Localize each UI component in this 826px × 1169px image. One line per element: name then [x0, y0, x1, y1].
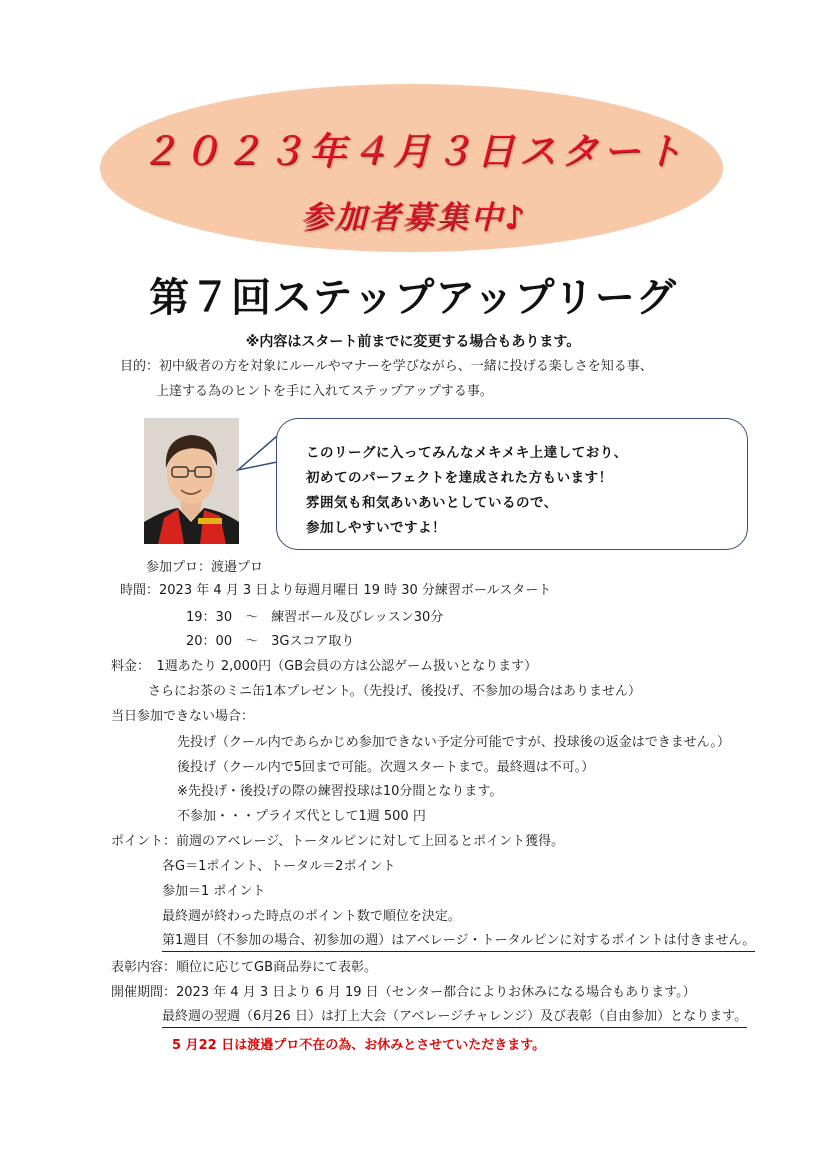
- bubble-line-1: このリーグに入ってみんなメキメキ上達しており、: [306, 445, 628, 461]
- fee-line-1: 料金： 1週あたり 2,000円（GB会員の方は公認ゲーム扱いとなります）: [111, 659, 538, 674]
- schedule-slot-2: 20：00 ～ 3Gスコア取り: [186, 634, 355, 649]
- schedule-slot-1: 19：30 ～ 練習ボール及びレッスン30分: [186, 610, 444, 625]
- pro-portrait-icon: [144, 418, 239, 544]
- points-heading: ポイント：前週のアベレージ、トータルピンに対して上回るとポイント獲得。: [111, 834, 565, 849]
- points-item-1: 各G＝1ポイント、トータル＝2ポイント: [162, 859, 396, 874]
- start-date-banner: ２０２３年４月３日スタート: [139, 129, 686, 173]
- recruit-banner: 参加者募集中♪: [299, 198, 527, 236]
- participating-pro: 参加プロ：渡邉プロ: [146, 560, 264, 575]
- bubble-line-2: 初めてのパーフェクトを達成された方もいます！: [306, 470, 613, 486]
- pro-photo: [144, 418, 239, 544]
- schedule-time: 時間：2023 年 4 月 3 日より毎週月曜日 19 時 30 分練習ボールスタート: [120, 583, 552, 598]
- absence-item-2: 後投げ（クール内で5回まで可能。次週スタートまで。最終週は不可。）: [177, 760, 595, 775]
- fee-line-2: さらにお茶のミニ缶1本プレゼント。（先投げ、後投げ、不参加の場合はありません）: [148, 684, 642, 699]
- page-title: 第７回ステップアップリーグ: [149, 275, 677, 321]
- absence-item-4: 不参加・・・プライズ代として1週 500 円: [177, 809, 426, 824]
- points-item-3: 最終週が終わった時点のポイント数で順位を決定。: [162, 909, 461, 924]
- absence-item-1: 先投げ（クール内であらかじめ参加できない予定分可能ですが、投球後の返金はできません。）: [177, 735, 731, 750]
- closure-notice: 5 月22 日は渡邉プロ不在の為、お休みとさせていただきます。: [172, 1038, 546, 1053]
- points-item-4: 第1週目（不参加の場合、初参加の週）はアベレージ・トータルピンに対するポイントは付きません。: [162, 933, 755, 952]
- bubble-line-4: 参加しやすいですよ！: [306, 520, 446, 536]
- period-line-1: 開催期間：2023 年 4 月 3 日より 6 月 19 日（センター都合によりお休みになる場合もあります。）: [111, 985, 696, 1000]
- award-content: 表彰内容：順位に応じてGB商品券にて表彰。: [111, 960, 377, 975]
- absence-item-3: ※先投げ・後投げの際の練習投球は10分間となります。: [177, 784, 503, 799]
- purpose-line-1: 目的：初中級者の方を対象にルールやマナーを学びながら、一緒に投げる楽しさを知る事、: [120, 359, 653, 374]
- bubble-tail-icon: [236, 432, 280, 478]
- purpose-line-2: 上達する為のヒントを手に入れてステップアップする事。: [156, 384, 493, 399]
- period-line-2: 最終週の翌週（6月26 日）は打上大会（アベレージチャレンジ）及び表彰（自由参加）となります。: [162, 1009, 747, 1028]
- absence-heading: 当日参加できない場合：: [111, 709, 255, 724]
- bubble-line-3: 雰囲気も和気あいあいとしているので、: [306, 495, 558, 511]
- change-notice: ※内容はスタート前までに変更する場合もあります。: [245, 334, 581, 350]
- points-item-2: 参加＝1 ポイント: [162, 884, 266, 899]
